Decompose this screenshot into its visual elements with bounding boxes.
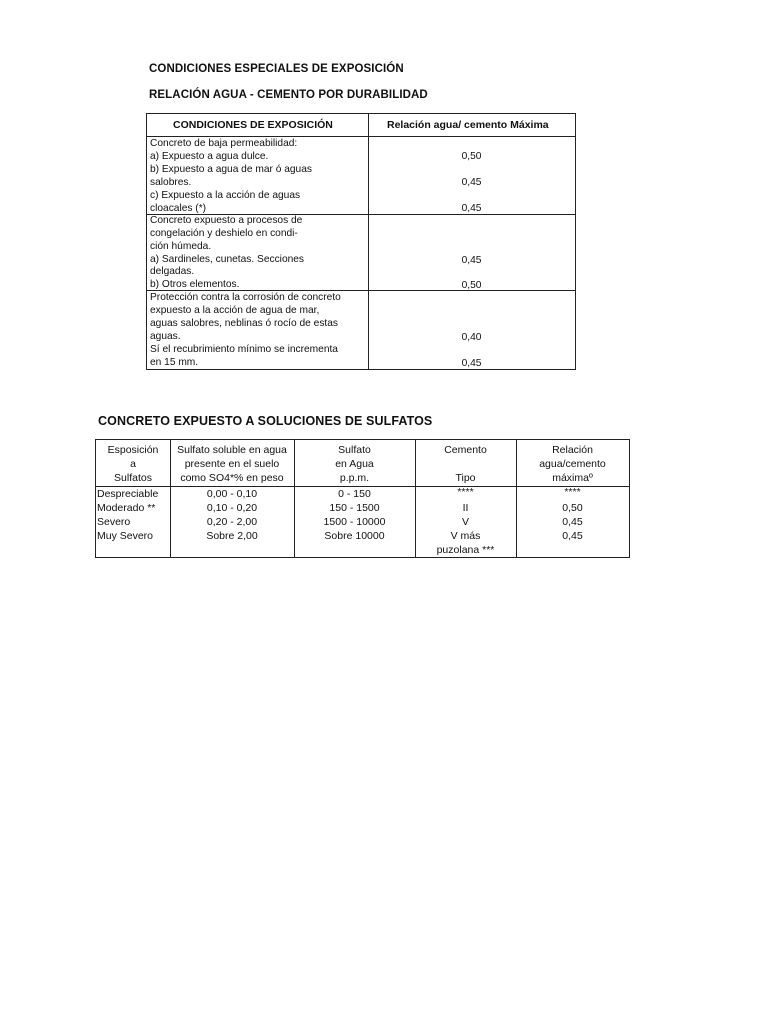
water-sulfate-range: 1500 - 10000 <box>323 516 386 528</box>
header-exposure: Sulfatos <box>114 472 152 484</box>
header-exposure: Esposición <box>107 444 159 456</box>
header-ratio: Relación agua/ cemento Máxima <box>387 119 549 131</box>
header-exposure: a <box>130 458 136 470</box>
condition-line: expuesto a la acción de agua de mar, <box>150 305 320 316</box>
cement-type: V más <box>450 530 481 542</box>
section-title: CONDICIONES ESPECIALES DE EXPOSICIÓN <box>149 63 404 75</box>
exposure-level: Despreciable <box>97 488 159 500</box>
condition-line: ción húmeda. <box>150 241 212 252</box>
condition-line: en 15 mm. <box>150 357 199 368</box>
condition-line: congelación y deshielo en condi- <box>150 228 298 239</box>
header-water-sulfate: Sulfato <box>338 444 371 456</box>
cement-type: V <box>461 516 469 528</box>
header-max-ratio: agua/cemento <box>539 458 606 470</box>
exposure-level: Moderado ** <box>97 502 156 514</box>
max-ratio: 0,45 <box>562 516 583 528</box>
max-ratio: 0,50 <box>562 502 583 514</box>
header-max-ratio: Relación <box>552 444 593 456</box>
section-title-sulfates: CONCRETO EXPUESTO A SOLUCIONES DE SULFATOS <box>98 414 433 428</box>
ratio-value: 0,45 <box>461 358 482 369</box>
header-max-ratio: máximaº <box>552 472 593 484</box>
water-sulfate-range: 150 - 1500 <box>329 502 380 514</box>
exposure-level: Severo <box>97 516 131 528</box>
header-water-sulfate: en Agua <box>335 458 374 470</box>
condition-line: Sí el recubrimiento mínimo se incrementa <box>150 344 338 355</box>
condition-line: Concreto expuesto a procesos de <box>150 215 303 226</box>
condition-line: b) Expuesto a agua de mar ó aguas <box>150 164 312 175</box>
header-soil-sulfate: como SO4*% en peso <box>180 472 284 484</box>
soil-sulfate-range: 0,20 - 2,00 <box>206 516 258 528</box>
water-cement-ratio-table <box>146 113 576 370</box>
header-conditions: CONDICIONES DE EXPOSICIÓN <box>173 119 333 131</box>
soil-sulfate-range: Sobre 2,00 <box>206 530 258 542</box>
ratio-value: 0,45 <box>461 255 482 266</box>
cement-type: II <box>462 502 469 514</box>
water-sulfate-range: Sobre 10000 <box>324 530 385 542</box>
condition-line: b) Otros elementos. <box>150 279 240 290</box>
condition-line: Concreto de baja permeabilidad: <box>150 138 298 149</box>
header-soil-sulfate: presente en el suelo <box>184 458 280 470</box>
ratio-value: 0,40 <box>461 332 482 343</box>
ratio-value: 0,45 <box>461 203 482 214</box>
section-subtitle: RELACIÓN AGUA - CEMENTO POR DURABILIDAD <box>149 89 428 101</box>
condition-line: delgadas. <box>150 266 195 277</box>
max-ratio: **** <box>564 486 581 498</box>
cement-type-extra: puzolana *** <box>436 544 495 556</box>
header-cement-type: Tipo <box>455 472 476 484</box>
soil-sulfate-range: 0,00 - 0,10 <box>206 488 258 500</box>
condition-line: cloacales (*) <box>150 203 207 214</box>
condition-line: a) Expuesto a agua dulce. <box>150 151 269 162</box>
header-water-sulfate: p.p.m. <box>339 472 370 484</box>
cement-type: **** <box>457 486 474 498</box>
condition-line: salobres. <box>150 177 192 188</box>
row-divider <box>147 136 575 137</box>
condition-line: Protección contra la corrosión de concreto <box>150 292 341 303</box>
exposure-level: Muy Severo <box>97 530 154 542</box>
soil-sulfate-range: 0,10 - 0,20 <box>206 502 258 514</box>
ratio-value: 0,50 <box>461 280 482 291</box>
header-cement: Cemento <box>444 444 487 456</box>
sulfate-exposure-table <box>95 439 630 558</box>
condition-line: aguas salobres, neblinas ó rocío de estas <box>150 318 339 329</box>
condition-line: aguas. <box>150 331 181 342</box>
ratio-value: 0,45 <box>461 177 482 188</box>
header-soil-sulfate: Sulfato soluble en agua <box>177 444 287 456</box>
ratio-value: 0,50 <box>461 151 482 162</box>
condition-line: a) Sardineles, cunetas. Secciones <box>150 254 305 265</box>
water-sulfate-range: 0 - 150 <box>338 488 371 500</box>
condition-line: c) Expuesto a la acción de aguas <box>150 190 301 201</box>
max-ratio: 0,45 <box>562 530 583 542</box>
